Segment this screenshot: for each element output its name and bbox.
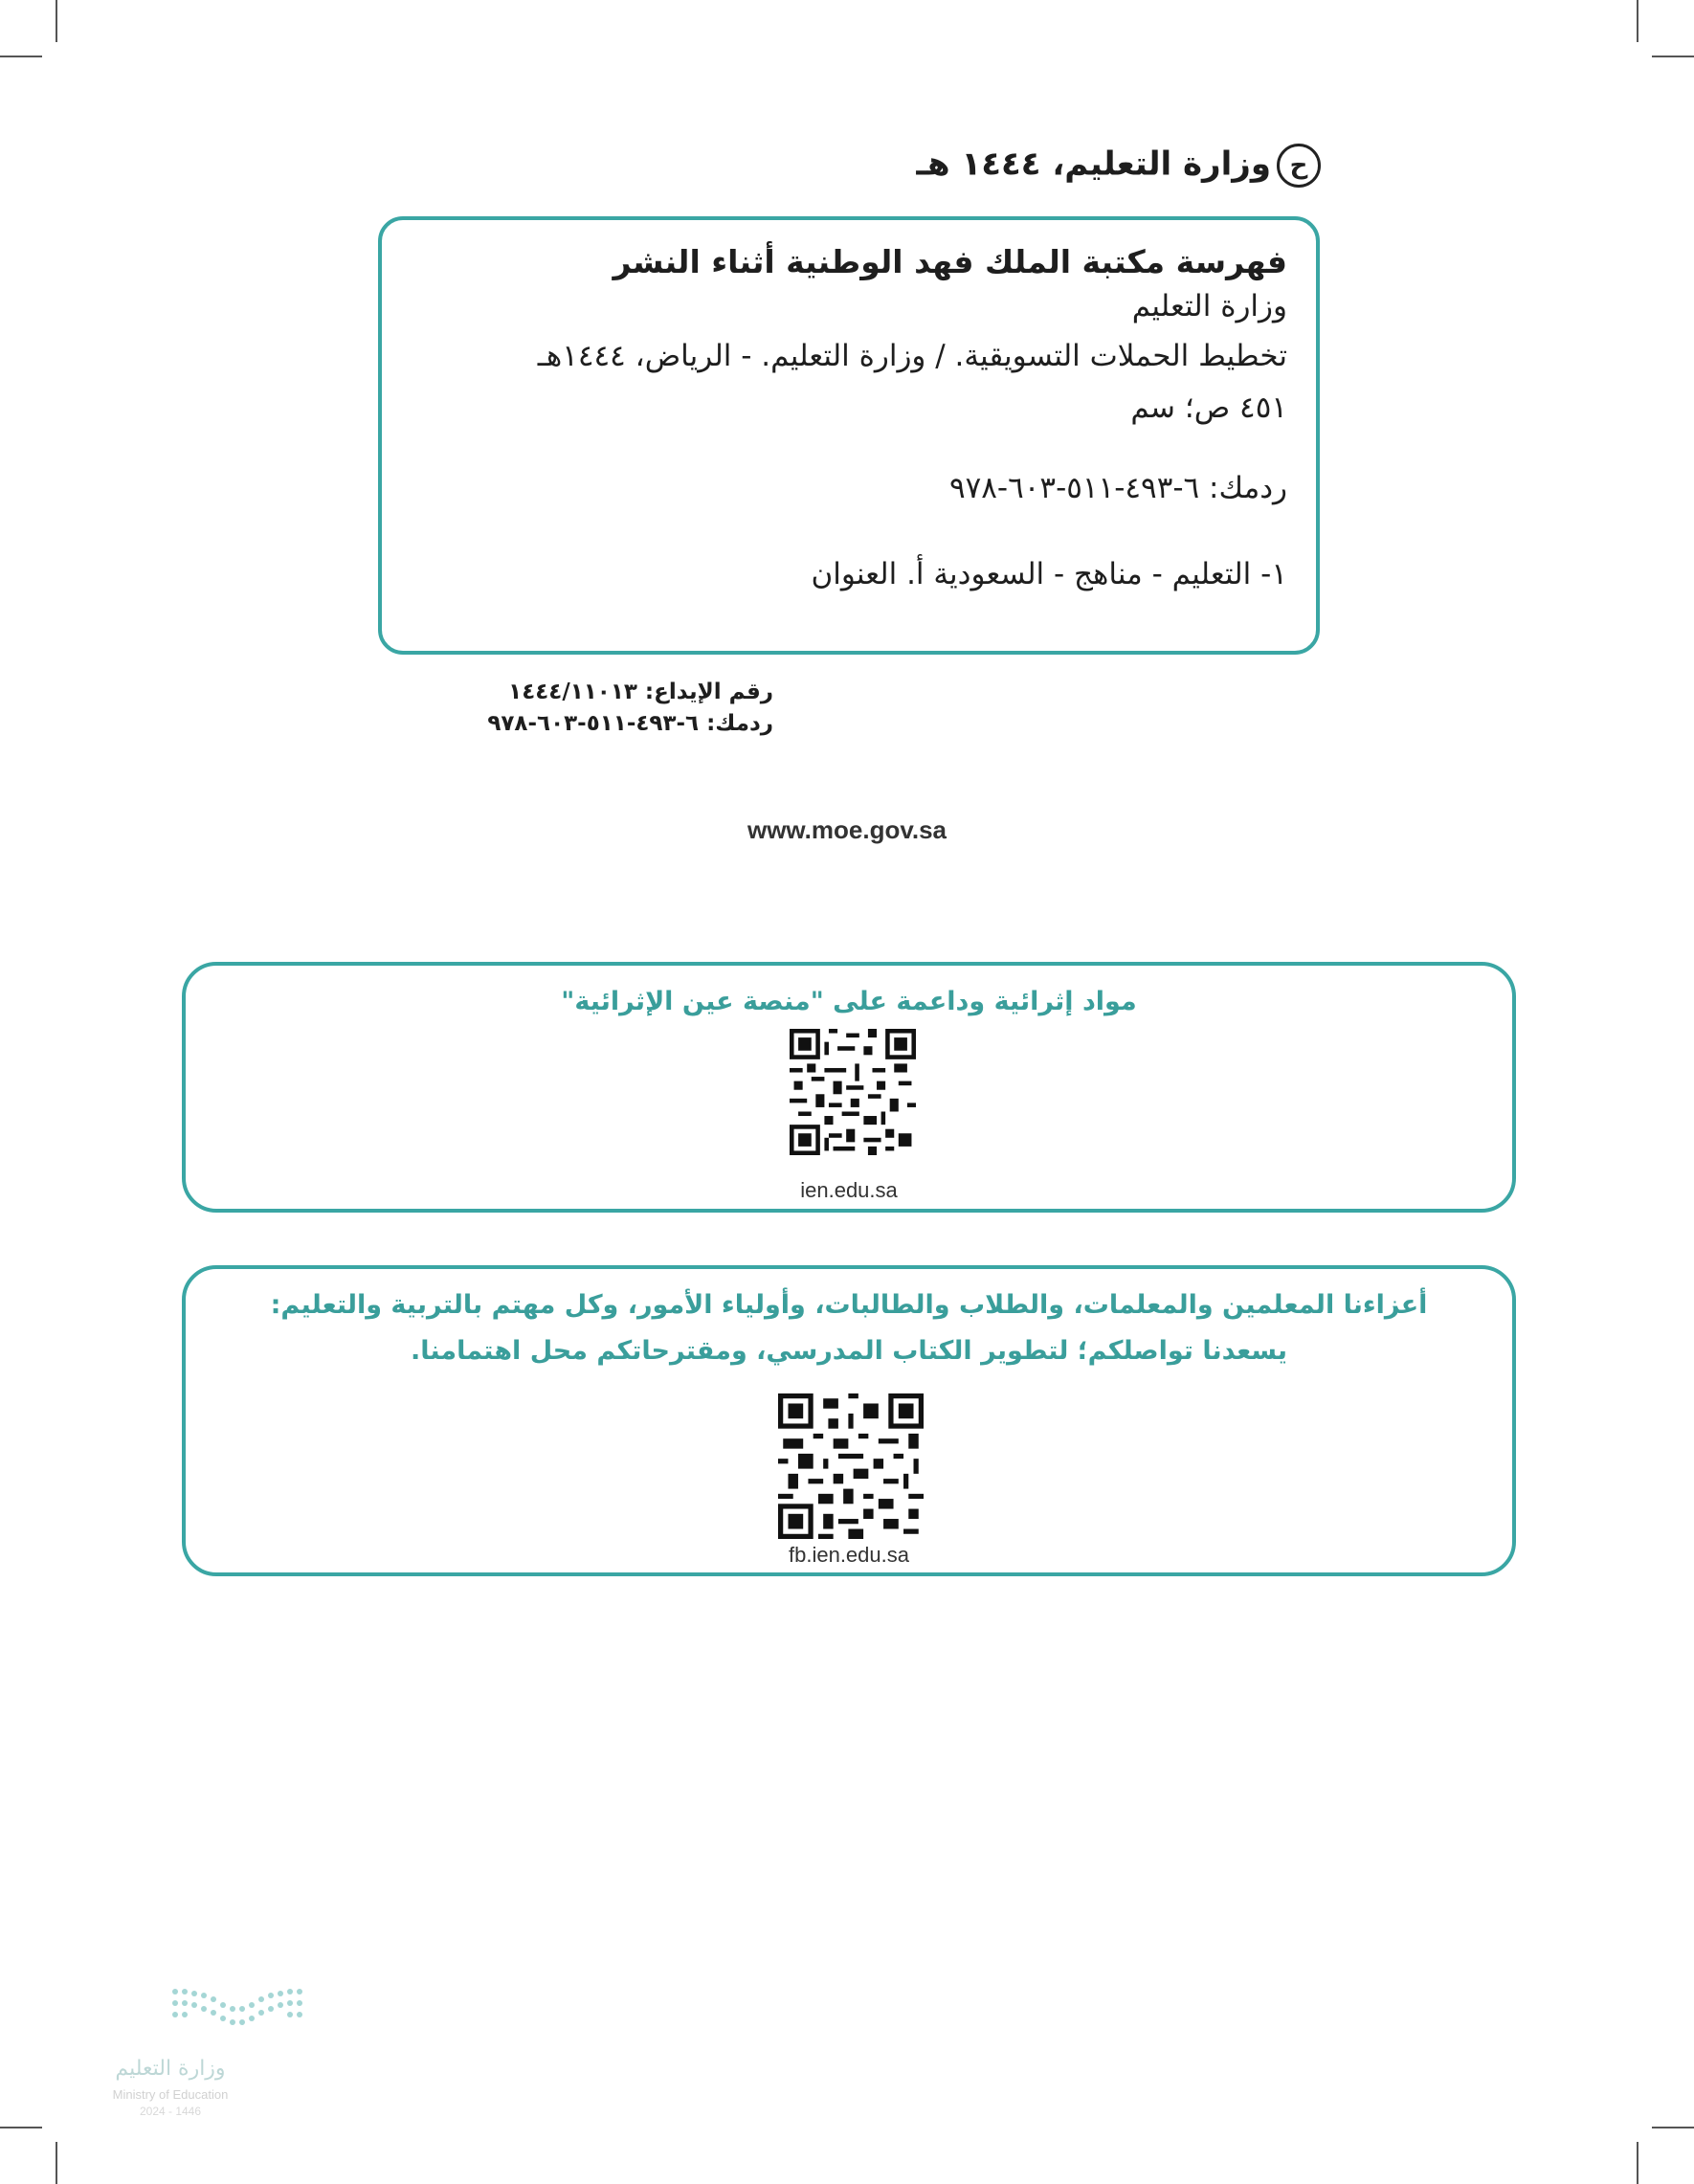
- ministry-logo: [94, 1984, 323, 2128]
- copyright-text: وزارة التعليم، ١٤٤٤ هـ: [916, 145, 1271, 184]
- logo-arabic-text: وزارة التعليم: [115, 2057, 226, 2081]
- catalog-title: فهرسة مكتبة الملك فهد الوطنية أثناء النشر: [613, 243, 1287, 280]
- enrichment-box: [182, 962, 1516, 1213]
- crop-mark: [1652, 2127, 1694, 2128]
- enrichment-url[interactable]: ien.edu.sa: [800, 1178, 898, 1202]
- copyright-symbol: ح: [1277, 144, 1321, 188]
- catalog-publisher: وزارة التعليم: [1131, 289, 1287, 323]
- logo-english-text: Ministry of Education: [112, 2087, 229, 2102]
- crop-mark: [0, 2127, 42, 2128]
- deposit-info: [487, 677, 773, 740]
- crop-mark: [1637, 2142, 1638, 2184]
- qr-code-icon[interactable]: [790, 1029, 916, 1155]
- deposit-number: رقم الإيداع: ١٤٤٤/١١٠١٣: [508, 680, 773, 704]
- deposit-isbn: ردمك: ٦-٤٩٣-٥١١-٦٠٣-٩٧٨: [487, 711, 773, 736]
- catalog-isbn: ردمك: ٦-٤٩٣-٥١١-٦٠٣-٩٧٨: [948, 471, 1287, 505]
- feedback-line-1: أعزاءنا المعلمين والمعلمات، والطلاب والطالبات، وأولياء الأمور، وكل مهتم بالتربية والتعليم:: [270, 1290, 1428, 1320]
- ministry-logo-icon: [166, 1984, 309, 2041]
- catalog-box: [378, 216, 1320, 655]
- feedback-box: [182, 1265, 1516, 1576]
- website-link[interactable]: www.moe.gov.sa: [747, 815, 947, 844]
- qr-code-icon[interactable]: [778, 1393, 924, 1539]
- crop-mark: [56, 2142, 57, 2184]
- feedback-url[interactable]: fb.ien.edu.sa: [789, 1543, 909, 1567]
- enrichment-heading: مواد إثرائية وداعمة على "منصة عين الإثرائية": [561, 987, 1137, 1016]
- crop-mark: [1637, 0, 1638, 42]
- catalog-book-line: تخطيط الحملات التسويقية. / وزارة التعليم. - الرياض، ١٤٤٤هـ: [537, 339, 1287, 373]
- feedback-line-2: يسعدنا تواصلكم؛ لتطوير الكتاب المدرسي، ومقترحاتكم محل اهتمامنا.: [410, 1336, 1288, 1366]
- catalog-pages: ٤٥١ ص؛ سم: [1130, 390, 1287, 425]
- crop-mark: [56, 0, 57, 42]
- crop-mark: [0, 56, 42, 57]
- crop-mark: [1652, 56, 1694, 57]
- copyright-line: [555, 144, 1321, 188]
- logo-years: 2024 - 1446: [139, 2105, 202, 2118]
- catalog-subjects: ١- التعليم - مناهج - السعودية أ. العنوان: [811, 557, 1287, 591]
